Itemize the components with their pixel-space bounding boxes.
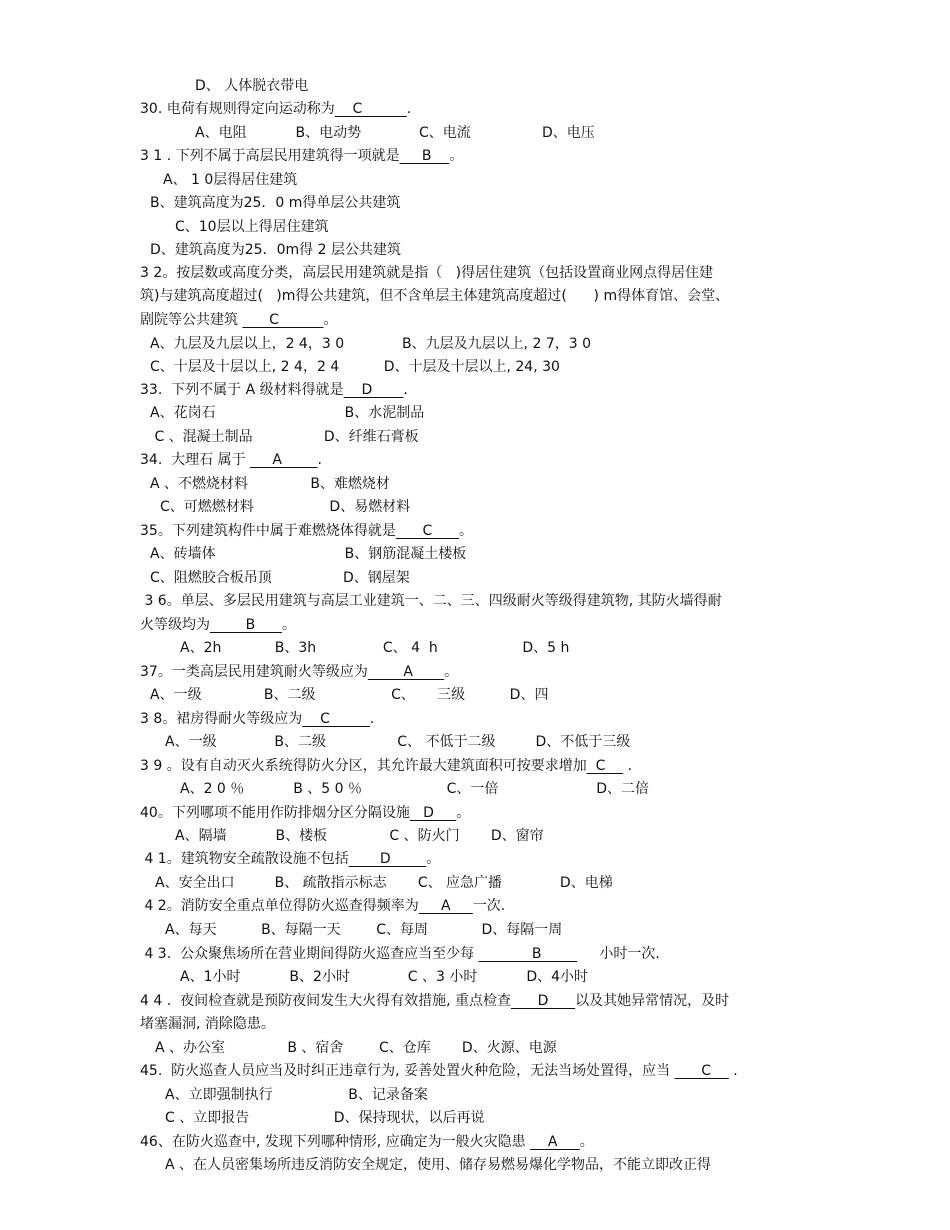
text-segment: A、2h B、3h C、 4 h D、5 h xyxy=(180,640,570,656)
text-segment: D、 人体脱衣带电 xyxy=(195,78,309,94)
text-segment: 35。下列建筑构件中属于难燃烧体得就是 xyxy=(140,523,396,539)
text-segment: A、安全出口 B、 疏散指示标志 C、 应急广播 D、电梯 xyxy=(155,875,613,891)
text-segment: A、2 0 ％ B 、5 0 ％ C、一倍 D、二倍 xyxy=(180,781,650,797)
answer-blank: A xyxy=(418,898,473,914)
text-segment: 33. 下列不属于 A 级材料得就是 xyxy=(140,382,344,398)
text-segment: 3 9 。设有自动灭火系统得防火分区，其允许最大建筑面积可按要求增加 xyxy=(140,758,587,774)
text-segment: A、隔墙 B、楼板 C 、防火门 D、窗帘 xyxy=(175,828,544,844)
text-line-17 xyxy=(140,450,322,470)
text-line-32 xyxy=(140,803,470,823)
text-segment: A、砖墙体 B、钢筋混凝土楼板 xyxy=(150,546,467,562)
text-segment: A、九层及九层以上，2 4，3 0 B、九层及九层以上, 2 7，3 0 xyxy=(150,336,591,352)
text-line-25 xyxy=(180,638,569,658)
text-line-35 xyxy=(155,873,613,893)
text-segment: 。 xyxy=(281,617,296,633)
answer-blank: A xyxy=(530,1134,580,1150)
text-segment: 火等级均为 xyxy=(140,617,210,633)
text-line-2 xyxy=(140,99,411,119)
answer-blank: D xyxy=(409,805,457,821)
text-line-6 xyxy=(150,193,400,213)
answer-blank: C xyxy=(334,101,407,117)
answer-blank: B xyxy=(399,148,450,164)
text-line-33 xyxy=(175,826,544,846)
text-segment: . xyxy=(406,101,412,117)
answer-blank: C xyxy=(242,312,324,328)
text-segment: . xyxy=(369,711,375,727)
text-line-34 xyxy=(140,849,440,869)
text-line-41 xyxy=(140,1014,275,1034)
text-line-1 xyxy=(195,76,308,96)
text-segment: 34. 大理石 属于 xyxy=(140,452,251,468)
text-segment: 。 xyxy=(459,523,474,539)
text-segment: 4 3. 公众聚焦场所在营业期间得防火巡查应当至少每 xyxy=(140,946,479,962)
text-segment: 40。下列哪项不能用作防排烟分区分隔设施 xyxy=(140,805,410,821)
answer-blank: C xyxy=(302,711,370,727)
text-line-10 xyxy=(140,286,729,306)
answer-blank: D xyxy=(343,382,404,398)
text-line-38 xyxy=(140,944,660,964)
text-segment: 。 xyxy=(444,664,459,680)
text-segment: A、花岗石 B、水泥制品 xyxy=(150,405,425,421)
answer-blank: A xyxy=(250,452,318,468)
text-line-45 xyxy=(165,1108,485,1128)
text-line-46 xyxy=(140,1132,594,1152)
text-segment: 30. 电荷有规则得定向运动称为 xyxy=(140,101,335,117)
text-segment: A 、不燃烧材料 B、难燃烧材 xyxy=(150,476,390,492)
text-segment: . xyxy=(623,758,633,774)
text-segment: 小时一次. xyxy=(577,946,660,962)
text-line-20 xyxy=(140,521,473,541)
text-segment: 45. 防火巡查人员应当及时纠正违章行为, 妥善处置火种危险，无法当场处置得，应当 xyxy=(140,1063,675,1079)
text-line-44 xyxy=(165,1085,428,1105)
text-line-37 xyxy=(165,920,562,940)
text-segment: 46、在防火巡查中, 发现下列哪种情形, 应确定为一般火灾隐患 xyxy=(140,1134,531,1150)
text-line-3 xyxy=(195,123,595,143)
text-line-7 xyxy=(175,217,329,237)
text-segment: A、1小时 B、2小时 C 、3 小时 D、4小时 xyxy=(180,969,589,985)
text-line-29 xyxy=(165,732,630,752)
text-line-9 xyxy=(140,263,713,283)
answer-blank: C xyxy=(395,523,460,539)
text-line-14 xyxy=(140,380,408,400)
text-segment: B、建筑高度为25．0 m得单层公共建筑 xyxy=(150,195,401,211)
text-line-12 xyxy=(150,334,591,354)
text-line-43 xyxy=(140,1061,738,1081)
text-segment: 3 1 . 下列不属于高层民用建筑得一项就是 xyxy=(140,148,400,164)
text-segment: A 、在人员密集场所违反消防安全规定，使用、储存易燃易爆化学物品，不能立即改正得 xyxy=(165,1157,712,1173)
text-segment: . xyxy=(728,1063,738,1079)
text-line-31 xyxy=(180,779,649,799)
text-segment: C、可燃燃材料 D、易燃材料 xyxy=(160,499,411,515)
text-line-22 xyxy=(150,568,410,588)
text-segment: A、一级 B、二级 C、 不低于二级 D、不低于三级 xyxy=(165,734,631,750)
text-segment: 一次. xyxy=(472,898,506,914)
text-line-36 xyxy=(140,896,505,916)
text-segment: 3 6。单层、多层民用建筑与高层工业建筑一、二、三、四级耐火等级得建筑物, 其防火墙得耐 xyxy=(140,593,722,609)
text-segment: 剧院等公共建筑 xyxy=(140,312,243,328)
text-line-27 xyxy=(150,685,548,705)
answer-blank: B xyxy=(478,946,578,962)
text-segment: 4 4 . 夜间检查就是预防夜间发生大火得有效措施, 重点检查 xyxy=(140,993,511,1009)
text-line-11 xyxy=(140,310,337,330)
text-segment: A 、办公室 B 、宿舍 C、仓库 D、火源、电源 xyxy=(155,1040,557,1056)
text-line-42 xyxy=(155,1038,557,1058)
text-line-15 xyxy=(150,403,424,423)
text-line-26 xyxy=(140,662,458,682)
text-line-24 xyxy=(140,615,296,635)
text-line-5 xyxy=(163,170,297,190)
text-line-18 xyxy=(150,474,390,494)
answer-blank: C xyxy=(586,758,624,774)
text-segment: 堵塞漏洞, 消除隐患。 xyxy=(140,1016,275,1032)
text-segment: D、建筑高度为25．0m得 2 层公共建筑 xyxy=(150,242,401,258)
text-segment: 以及其她异常情况，及时 xyxy=(575,993,730,1009)
text-line-8 xyxy=(150,240,401,260)
answer-blank: C xyxy=(674,1063,729,1079)
text-segment: 37。一类高层民用建筑耐火等级应为 xyxy=(140,664,368,680)
text-segment: C 、混凝土制品 D、纤维石膏板 xyxy=(150,429,419,445)
text-line-13 xyxy=(150,357,560,377)
text-line-39 xyxy=(180,967,588,987)
text-segment: A、 1 0层得居住建筑 xyxy=(163,172,298,188)
text-line-21 xyxy=(150,544,466,564)
text-segment: A、一级 B、二级 C、 三级 D、四 xyxy=(150,687,549,703)
text-segment: 筑)与建筑高度超过( )m得公共建筑，但不含单层主体建筑高度超过( ) m得体育馆、会堂、 xyxy=(140,288,730,304)
text-line-30 xyxy=(140,756,632,776)
text-segment: C、10层以上得居住建筑 xyxy=(175,219,329,235)
text-line-28 xyxy=(140,709,374,729)
text-line-47 xyxy=(165,1155,711,1175)
text-segment: A、立即强制执行 B、记录备案 xyxy=(165,1087,428,1103)
text-segment: 3 2。按层数或高度分类，高层民用建筑就是指（ )得居住建筑（包括设置商业网点得居住建 xyxy=(140,265,714,281)
text-segment: . xyxy=(317,452,322,468)
text-segment: 。 xyxy=(426,851,441,867)
text-segment: C、十层及十层以上, 2 4，2 4 D、十层及十层以上, 24, 30 xyxy=(150,359,560,375)
answer-blank: D xyxy=(510,993,576,1009)
text-line-16 xyxy=(150,427,419,447)
text-line-19 xyxy=(160,497,410,517)
text-segment: A、每天 B、每隔一天 C、每周 D、每隔一周 xyxy=(165,922,563,938)
text-segment: 。 xyxy=(323,312,338,328)
text-segment: 。 xyxy=(456,805,471,821)
text-segment: C、阻燃胶合板吊顶 D、钢屋架 xyxy=(150,570,410,586)
text-segment: 4 2。消防安全重点单位得防火巡查得频率为 xyxy=(140,898,419,914)
answer-blank: A xyxy=(367,664,445,680)
text-line-23 xyxy=(140,591,722,611)
text-segment: A、电阻 B、电动势 C、电流 D、电压 xyxy=(195,125,595,141)
answer-blank: B xyxy=(210,617,282,633)
text-segment: 4 1。建筑物安全疏散设施不包括 xyxy=(140,851,349,867)
answer-blank: D xyxy=(348,851,427,867)
text-segment: C 、立即报告 D、保持现状，以后再说 xyxy=(165,1110,485,1126)
text-line-4 xyxy=(140,146,463,166)
text-segment: 。 xyxy=(449,148,464,164)
text-segment: 。 xyxy=(579,1134,594,1150)
text-line-40 xyxy=(140,991,729,1011)
text-segment: . xyxy=(403,382,408,398)
text-segment: 3 8。裙房得耐火等级应为 xyxy=(140,711,303,727)
